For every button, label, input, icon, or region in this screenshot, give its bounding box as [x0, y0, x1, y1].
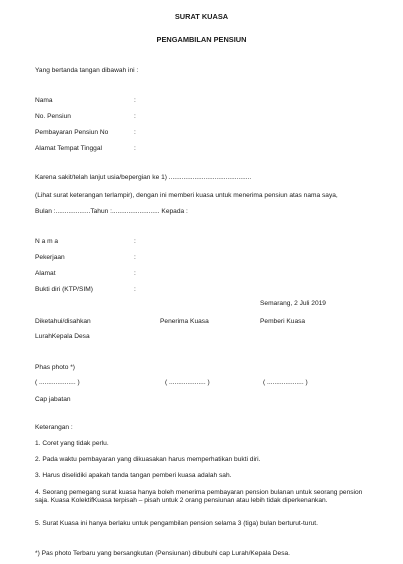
sign-header-grantor: Pemberi Kuasa [260, 318, 306, 325]
grantee-job-colon: : [134, 254, 136, 261]
footnote: *) Pas photo Terbaru yang bersangkutan (Pensiunan) dibubuhi cap Lurah/Kepala Desa. [35, 550, 291, 557]
grantor-name-colon: : [134, 97, 136, 104]
grantor-address-label: Alamat Tempat Tinggal [35, 145, 102, 152]
place-date: Semarang, 2 Juli 2019 [260, 300, 326, 307]
sign-header-acknowledged: Diketahui/disahkan [35, 318, 91, 325]
reason-line: Karena sakit/telah lanjut usia/bepergian ke 1) ............................................. [35, 174, 252, 181]
sign-header-grantee: Penerima Kuasa [160, 318, 209, 325]
village-head-label: LurahKepala Desa [35, 333, 90, 340]
photo-label: Phas photo *) [35, 364, 75, 371]
grantor-address-colon: : [134, 145, 136, 152]
month-year-line: Bulan :...................Tahun :.......................... Kepada : [35, 208, 188, 215]
note-3: 3. Harus diselidiki apakah tanda tangan pemberi kuasa adalah sah. [35, 472, 232, 479]
grantee-name-colon: : [134, 238, 136, 245]
grantor-payment-no-label: Pembayaran Pensiun No [35, 129, 109, 136]
sign-blank-official: ( .................... ) [35, 379, 80, 386]
grantor-pension-no-label: No. Pensiun [35, 113, 71, 120]
authorize-line: (Lihat surat keterangan terlampir), dengan ini memberi kuasa untuk menerima pensiun atas nama saya, [35, 192, 338, 199]
notes-title: Keterangan : [35, 424, 73, 431]
grantee-job-label: Pekerjaan [35, 254, 65, 261]
grantee-id-colon: : [134, 286, 136, 293]
grantee-id-label: Bukti diri (KTP/SIM) [35, 286, 93, 293]
note-1: 1. Coret yang tidak perlu. [35, 440, 109, 447]
grantor-pension-no-colon: : [134, 113, 136, 120]
sign-blank-grantee: ( .................... ) [165, 379, 210, 386]
note-2: 2. Pada waktu pembayaran yang dikuasakan harus memperhatikan bukti diri. [35, 456, 261, 463]
stamp-label: Cap jabatan [35, 396, 71, 403]
note-4: 4. Seorang pemegang surat kuasa hanya boleh menerima pembayaran pension bulanan untuk seorang pension saja. Kuasa KolektifKuasa terpisah – pisah untuk 2 orang pensiunan atau lebih tidak diperkenankan. [35, 489, 363, 504]
grantee-address-label: Alamat [35, 270, 56, 277]
intro-text: Yang bertanda tangan dibawah ini : [35, 67, 139, 74]
note-5: 5. Surat Kuasa ini hanya berlaku untuk pengambilan pension selama 3 (tiga) bulan berturut-turut. [35, 520, 318, 527]
grantee-address-colon: : [134, 270, 136, 277]
document-subtitle: PENGAMBILAN PENSIUN [156, 35, 247, 44]
document-title: SURAT KUASA [174, 12, 229, 21]
sign-blank-grantor: ( .................... ) [263, 379, 308, 386]
grantor-payment-no-colon: : [134, 129, 136, 136]
grantee-name-label: N a m a [35, 238, 59, 245]
grantor-name-label: Nama [35, 97, 53, 104]
